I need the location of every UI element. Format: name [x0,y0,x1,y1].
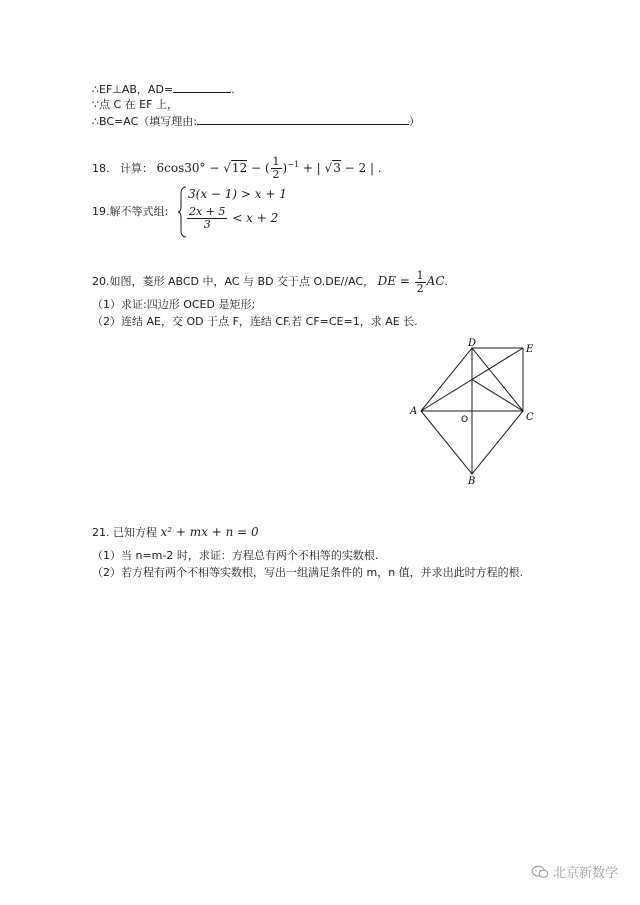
q19-inequality-1 [188,187,287,201]
question-19-label [92,205,168,219]
q18-expression: 6cos30° − √12 − ( $\frac{1}{2}$ )$^{-1}$ + | √3 − 2 | [156,155,375,181]
proof-line-1-suffix: . [231,83,235,96]
q19-ineq2-rest: < x + 2 [232,211,279,225]
q20-text: 20.如图，菱形 ABCD 中，AC 与 BD 交于点 O.DE//AC， [92,275,375,288]
q21-text: 21. 已知方程 [92,526,157,539]
q21-part1-text: （1）当 n=m-2 时，求证：方程总有两个不相等的实数根. [92,549,379,562]
q18-expr-b: − ( [247,161,270,175]
answer-blank-reason [197,114,409,125]
q18-exponent: −1 [287,160,299,169]
proof-line-1 [92,82,235,97]
q20-frac-den: 2 [416,281,424,295]
q18-frac-den: 2 [272,168,280,181]
watermark [531,862,618,881]
q18-sqrt-12: 12 [231,161,248,175]
label-c: C [526,412,534,423]
q21-part-2 [92,566,523,580]
question-21 [92,525,259,540]
q18-expr-d: + | [299,161,325,175]
q20-part2-text: （2）连结 AE，交 OD 于点 F，连结 CF.若 CF=CE=1，求 AE 长. [92,315,418,328]
q18-frac-num: 1 [272,155,280,168]
q19-label: 19.解不等式组: [92,205,169,218]
watermark-text: 北京新数学 [552,866,618,881]
q21-equation: x² + mx + n = 0 [160,525,259,539]
q20-fraction [415,270,426,295]
proof-line-3-prefix: ∴BC=AC（填写理由: [92,115,197,128]
wechat-icon [531,865,549,879]
q20-part-2 [92,315,418,329]
q18-expr-e: − 2 | [340,161,375,175]
proof-line-2-text: ∵点 C 在 EF 上， [92,98,178,111]
label-o: O [461,415,469,425]
q18-fraction [271,156,282,181]
q19-inequality-2 [186,206,278,231]
q20-de-expr: DE = [377,274,414,288]
q19-fraction [187,206,227,231]
label-b: B [468,476,476,487]
q20-part1-text: （1）求证:四边形 OCED 是矩形; [92,298,256,311]
question-18 [92,152,381,182]
q18-expr-c: ) [282,161,288,175]
question-20 [92,268,448,295]
q20-end: . [444,275,449,288]
q18-sqrt-3: 3 [333,161,341,175]
q19-frac-num: 2x + 5 [189,205,226,218]
q19-ineq1-text: 3(x − 1) > x + 1 [188,187,287,201]
segment-fc [472,380,523,412]
q18-end: . [377,162,382,175]
q21-part-1 [92,549,378,563]
label-d: D [468,338,477,349]
q18-number: 18. [92,162,110,175]
proof-line-2 [92,98,178,112]
label-e: E [526,344,534,355]
q20-part-1 [92,298,255,312]
proof-line-3-suffix: ） [408,115,420,128]
q18-label: 计算： [120,162,153,175]
q20-ac: AC [426,274,445,288]
label-a: A [410,406,418,417]
proof-line-3 [92,114,420,129]
q18-expr-a: 6cos30° − [156,161,224,175]
answer-blank-ad [173,82,231,93]
rhombus-figure [405,338,555,488]
proof-line-1-prefix: ∴EF⊥AB，AD= [92,83,174,96]
q20-frac-num: 1 [416,268,424,282]
q19-frac-den: 3 [203,218,211,231]
q21-part2-text: （2）若方程有两个不相等实数根，写出一组满足条件的 m，n 值，并求出此时方程的根. [92,566,524,579]
